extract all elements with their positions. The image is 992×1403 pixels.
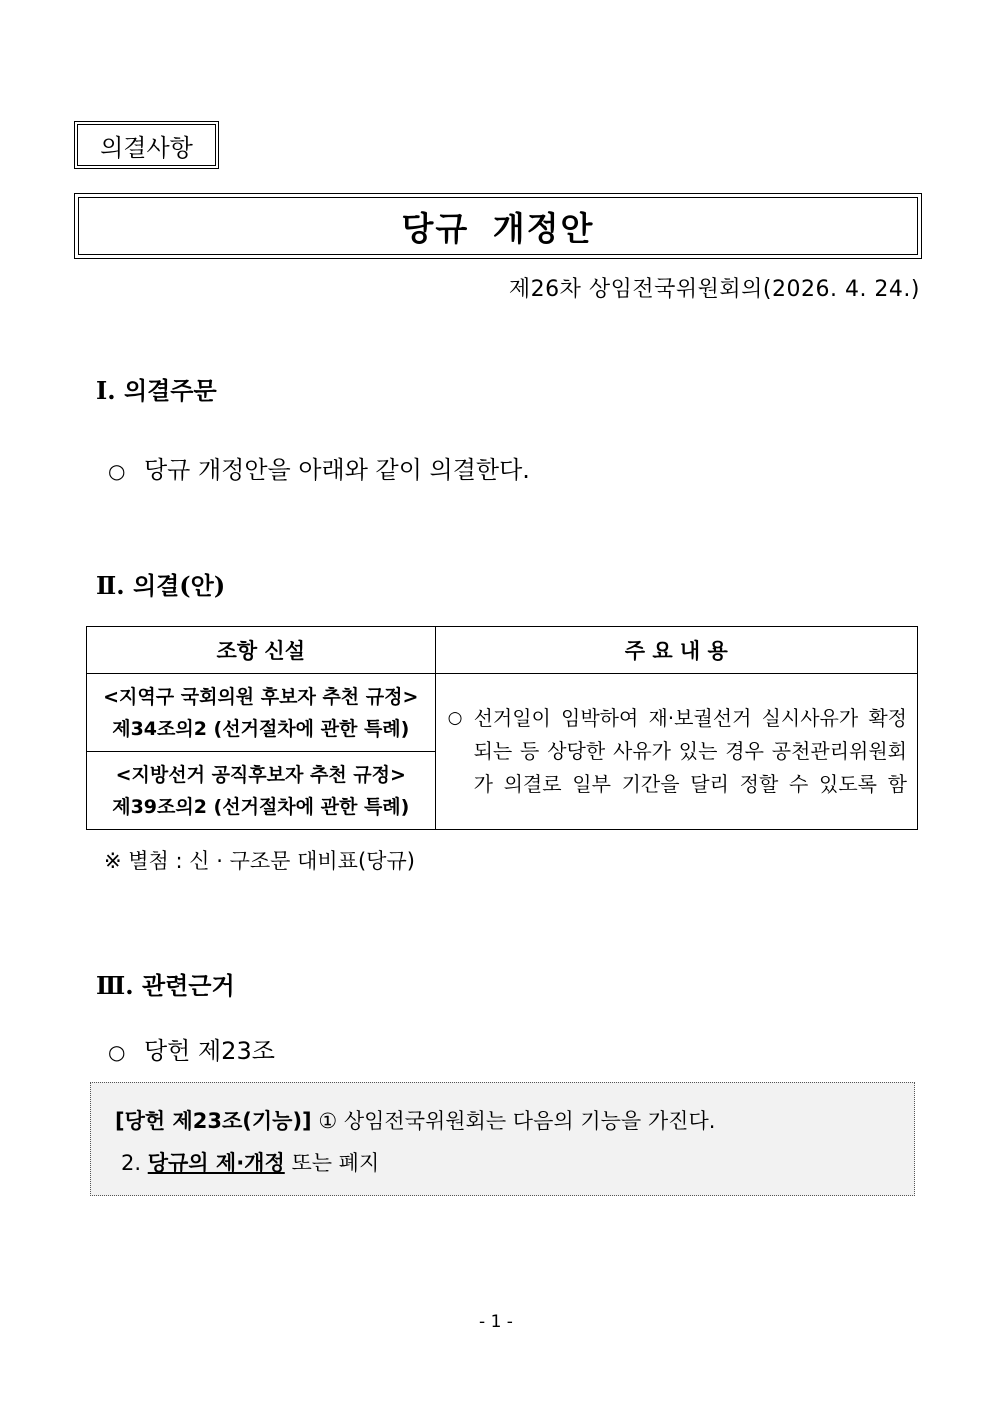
circle-bullet-icon: ○ [108,459,126,483]
title-box [74,193,922,259]
page-number: - 1 - [479,1312,513,1332]
table-row [87,674,918,752]
document-title: 당규 개정안 [78,197,918,255]
article-clause: 제39조의2 (선거절차에 관한 특례) [112,795,410,818]
section-1-bullet [108,450,530,485]
table-header-row [87,627,918,674]
quote-line-2 [121,1147,379,1177]
table-header-article: 조항 신설 [87,627,436,674]
charter-quote-box [90,1082,915,1196]
table-header-content: 주 요 내 용 [435,627,917,674]
section-3-heading: Ⅲ. 관련근거 [96,971,235,1000]
article-regulation-name: <지역구 국회의원 후보자 추천 규정> [103,685,419,708]
quote-item-text: 또는 폐지 [291,1151,380,1175]
article-clause: 제34조의2 (선거절차에 관한 특례) [112,717,410,740]
circle-bullet-icon: ○ [447,708,463,728]
quote-reference: [당헌 제23조(기능)] [115,1109,312,1133]
content-text: 선거일이 임박하여 재·보궐선거 실시사유가 확정되는 등 상당한 사유가 있는 경우 공천관리위원회가 의결로 일부 기간을 달리 정할 수 있도록 함 [473,706,907,796]
circle-bullet-icon: ○ [108,1040,126,1064]
section-2-heading: Ⅱ. 의결(안) [96,571,226,600]
section-3-bullet [108,1031,275,1066]
quote-item-number: 2. [121,1151,142,1175]
quote-line-1-text: ① 상임전국위원회는 다음의 기능을 가진다. [318,1109,716,1133]
table-cell-article [87,752,436,830]
section-3-bullet-text: 당헌 제23조 [144,1037,275,1065]
quote-line-1 [115,1105,715,1135]
quote-item-emphasis: 당규의 제·개정 [147,1151,285,1175]
category-tag [74,121,219,169]
meeting-info: 제26차 상임전국위원회의(2026. 4. 24.) [508,277,920,302]
section-1-bullet-text: 당규 개정안을 아래와 같이 의결한다. [144,456,530,484]
table-cell-content [435,674,917,830]
attachment-note: ※ 별첨 : 신 · 구조문 대비표(당규) [104,849,415,873]
category-tag-label: 의결사항 [77,124,216,166]
table-cell-article [87,674,436,752]
section-1-heading: Ⅰ. 의결주문 [96,376,217,405]
article-regulation-name: <지방선거 공직후보자 추천 규정> [115,763,406,786]
amendment-table [86,626,918,830]
